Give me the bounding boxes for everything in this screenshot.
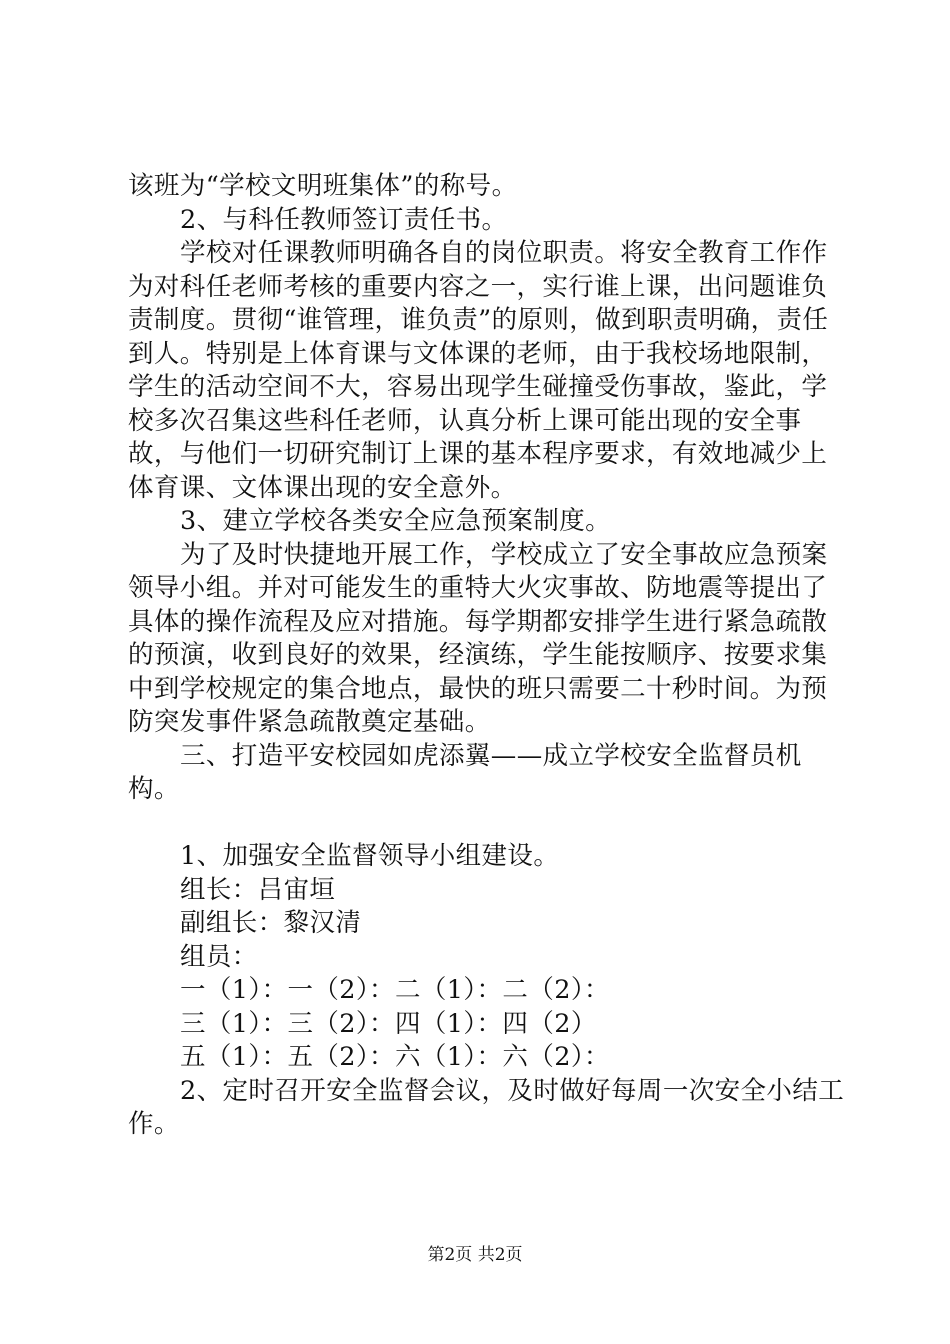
heading-emergency-plan: 3、建立学校各类安全应急预案制度。	[180, 506, 612, 536]
paragraph-closing-line: 该班为“学校文明班集体”的称号。	[128, 171, 518, 201]
paragraph-emergency-plan: 为了及时快捷地开展工作，学校成立了安全事故应急预案领导小组。并对可能发生的重特大火灾事故、防地震等提出了具体的操作流程及应对措施。每学期都安排学生进行紧急疏散的预演，收到良好的效果，经演练，学生能按顺序、按要求集中到学校规定的集合地点，最快的班只需要二十秒时间。为预防突发事件紧急疏散奠定基础。	[128, 539, 828, 737]
members-row-3: 五（1）：五（2）：六（1）：六（2）：	[180, 1042, 610, 1072]
deputy-leader-line: 副组长：黎汉清	[180, 908, 362, 938]
document-body	[128, 170, 848, 1142]
members-row-1: 一（1）：一（2）：二（1）：二（2）：	[180, 975, 610, 1005]
members-label: 组员：	[180, 941, 258, 972]
heading-responsibility-letter: 2、与科任教师签订责任书。	[180, 204, 508, 235]
paragraph-teacher-duties: 学校对任课教师明确各自的岗位职责。将安全教育工作作为对科任老师考核的重要内容之一，实行谁上课，出问题谁负责制度。贯彻“谁管理，谁负责”的原则，做到职责明确，责任到人。特别是上体育课与文体课的老师，由于我校场地限制，学生的活动空间不大，容易出现学生碰撞受伤事故，鉴此，学校多次召集这些科任老师，认真分析上课可能出现的安全事故，与他们一切研究制订上课的基本程序要求，有效地减少上体育课、文体课出现的安全意外。	[128, 238, 829, 503]
heading-safety-supervisors: 三、打造平安校园如虎添翼——成立学校安全监督员机构。	[128, 740, 802, 804]
members-row-2: 三（1）：三（2）：四（1）：四（2）	[180, 1008, 597, 1039]
paragraph-weekly-meeting: 2、定时召开安全监督会议，及时做好每周一次安全小结工作。	[128, 1075, 845, 1139]
page-footer: 第2页 共2页	[427, 1245, 523, 1265]
heading-leadership-group: 1、加强安全监督领导小组建设。	[180, 841, 560, 871]
group-leader-line: 组长：吕宙垣	[180, 874, 336, 905]
